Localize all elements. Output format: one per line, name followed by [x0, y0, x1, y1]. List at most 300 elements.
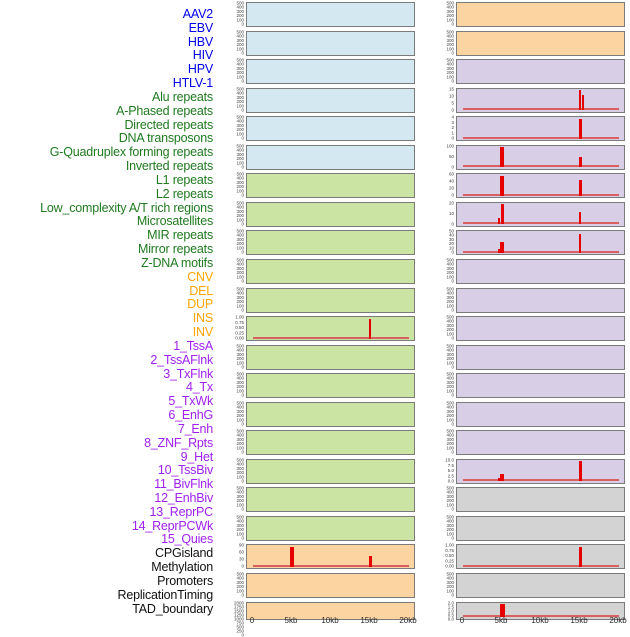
y-tick-label: 100 [446, 74, 454, 80]
y-tick-label: 200 [236, 355, 244, 361]
feature-label: Low_complexity A/T rich regions [40, 200, 213, 215]
y-tick-label: 200 [236, 298, 244, 304]
plot-panel-Alu repeats [246, 173, 415, 198]
y-tick-label: 100 [236, 102, 244, 108]
y-tick-label: 400 [236, 575, 244, 581]
y-tick-label: 400 [236, 204, 244, 210]
y-tick-label: 100 [236, 17, 244, 23]
plot-panel-Mirror repeats [246, 487, 415, 512]
y-tick-label: 60 [448, 171, 454, 177]
plot-panel-MIR repeats [246, 459, 415, 484]
y-tick-label: 300 [236, 294, 244, 300]
y-axis-tick-labels [204, 572, 244, 597]
y-tick-label: 400 [446, 61, 454, 67]
y-axis-tick-labels [414, 172, 454, 197]
y-axis-tick-labels [204, 229, 244, 254]
y-tick-label: 200 [446, 327, 454, 333]
y-tick-label: 200 [446, 384, 454, 390]
y-tick-label: 200 [446, 355, 454, 361]
y-tick-label: 400 [236, 118, 244, 124]
y-tick-label: 300 [236, 265, 244, 271]
y-tick-label: 300 [446, 37, 454, 43]
y-tick-label: 100 [446, 388, 454, 394]
y-tick-label: 0 [451, 221, 454, 227]
y-tick-label: 300 [446, 294, 454, 300]
y-tick-label: 200 [236, 584, 244, 590]
feature-label: HPV [187, 62, 213, 77]
y-tick-label: 500 [236, 428, 244, 434]
plot-panel-9_Het [456, 288, 625, 313]
y-tick-label: 300 [236, 494, 244, 500]
y-tick-label: 0 [241, 592, 244, 598]
plot-panel-14_ReprPCWk [456, 430, 625, 455]
y-tick-label: 0 [451, 392, 454, 398]
plot-panel-EBV [246, 31, 415, 56]
signal-spike [579, 119, 582, 139]
x-tick-label: 5kb [284, 616, 298, 625]
plot-panel-CPGisland [456, 487, 625, 512]
feature-label: DNA transposons [118, 131, 213, 146]
feature-label: 9_Het [180, 449, 213, 464]
y-tick-label: 500 [446, 371, 454, 377]
y-tick-label: 1750 [233, 604, 244, 610]
y-tick-label: 200 [446, 298, 454, 304]
y-tick-label: 300 [236, 94, 244, 100]
feature-label: Promoters [157, 573, 213, 588]
y-tick-label: 100 [446, 274, 454, 280]
y-axis-tick-labels [414, 287, 454, 312]
y-tick-label: 50 [448, 153, 454, 159]
plot-panel-Low_complexity A/T rich regions [246, 402, 415, 427]
y-axis-tick-labels [204, 543, 244, 568]
y-tick-label: 500 [446, 257, 454, 263]
feature-label: 1_TssA [173, 338, 213, 353]
y-tick-label: 2000 [233, 600, 244, 606]
y-tick-label: 0 [241, 50, 244, 56]
plot-panel-DNA transposons [246, 259, 415, 284]
signal-spike [579, 461, 582, 481]
y-tick-label: 500 [236, 624, 244, 630]
y-axis-tick-labels [204, 1, 244, 26]
y-tick-label: 300 [236, 579, 244, 585]
y-tick-label: 500 [236, 228, 244, 234]
y-tick-label: 300 [236, 37, 244, 43]
plot-panel-6_EnhG [456, 202, 625, 227]
y-tick-label: 200 [446, 13, 454, 19]
y-tick-label: 0.00 [445, 563, 454, 569]
signal-spike [369, 319, 372, 339]
y-axis-tick-labels [414, 344, 454, 369]
y-tick-label: 200 [236, 98, 244, 104]
y-tick-label: 500 [236, 0, 244, 6]
signal-spike [500, 242, 504, 253]
y-tick-label: 0 [451, 306, 454, 312]
y-tick-label: 500 [446, 514, 454, 520]
y-tick-label: 400 [236, 33, 244, 39]
y-tick-label: 0 [451, 107, 454, 113]
plot-panel-2_TssAFlnk [456, 88, 625, 113]
y-axis-tick-labels [204, 30, 244, 55]
y-tick-label: 100 [236, 302, 244, 308]
y-tick-label: 500 [446, 57, 454, 63]
y-tick-label: 500 [236, 86, 244, 92]
y-tick-label: 400 [236, 4, 244, 10]
y-tick-label: 400 [236, 404, 244, 410]
y-tick-label: 100 [236, 245, 244, 251]
signal-baseline [463, 108, 619, 110]
y-tick-label: 400 [236, 147, 244, 153]
x-tick-label: 5kb [494, 616, 508, 625]
plot-panel-3_TxFlnk [456, 116, 625, 141]
y-tick-label: 90 [238, 542, 244, 548]
feature-label: Alu repeats [151, 89, 213, 104]
y-tick-label: 100 [446, 502, 454, 508]
y-tick-label: 1000 [233, 616, 244, 622]
feature-label: AAV2 [182, 7, 213, 21]
y-tick-label: 10.0 [445, 457, 454, 463]
y-tick-label: 0 [241, 249, 244, 255]
y-axis-tick-labels [414, 486, 454, 511]
feature-label: 13_ReprPC [149, 504, 213, 519]
y-axis-tick-labels [204, 458, 244, 483]
feature-label: 2_TssAFlnk [150, 352, 213, 367]
x-axis-left [246, 616, 415, 630]
y-tick-label: 200 [236, 127, 244, 133]
plot-panel-HBV [246, 59, 415, 84]
y-axis-tick-labels [414, 30, 454, 55]
y-tick-label: 300 [446, 322, 454, 328]
y-tick-label: 200 [236, 469, 244, 475]
signal-spike [290, 547, 294, 567]
y-tick-label: 100 [236, 74, 244, 80]
plot-panel-11_BivFlnk [456, 345, 625, 370]
y-tick-label: 0 [241, 192, 244, 198]
feature-label: INV [192, 325, 213, 340]
y-tick-label: 100 [446, 416, 454, 422]
y-tick-label: 200 [236, 70, 244, 76]
y-tick-label: 0 [451, 164, 454, 170]
y-axis-tick-labels [414, 429, 454, 454]
y-tick-label: 200 [446, 270, 454, 276]
y-axis-tick-labels [414, 144, 454, 169]
y-tick-label: 200 [236, 41, 244, 47]
y-tick-label: 400 [236, 290, 244, 296]
y-tick-label: 500 [236, 257, 244, 263]
signal-baseline [463, 565, 619, 567]
signal-baseline [463, 137, 619, 139]
y-axis-tick-labels [204, 172, 244, 197]
plot-panel-7_Enh [456, 230, 625, 255]
x-tick-label: 10kb [321, 616, 339, 625]
plot-panel-L1 repeats [246, 345, 415, 370]
y-axis-tick-labels [204, 486, 244, 511]
y-axis-tick-labels [414, 315, 454, 340]
y-tick-label: 40 [448, 178, 454, 184]
y-tick-label: 300 [446, 380, 454, 386]
plot-panel-G-Quadruplex forming repeats [246, 288, 415, 313]
y-tick-label: 0 [451, 249, 454, 255]
y-tick-label: 100 [236, 131, 244, 137]
y-tick-label: 0.5 [447, 612, 454, 618]
plot-grid-left [246, 0, 415, 630]
y-tick-label: 15 [448, 86, 454, 92]
plot-panel-13_ReprPC [456, 402, 625, 427]
y-axis-tick-labels [204, 315, 244, 340]
y-tick-label: 0 [241, 78, 244, 84]
y-axis-tick-labels [204, 429, 244, 454]
y-tick-label: 400 [446, 290, 454, 296]
y-axis-ticks-column-right [414, 0, 454, 630]
y-tick-label: 300 [446, 437, 454, 443]
y-tick-label: 30 [448, 237, 454, 243]
x-tick-label: 0 [459, 616, 465, 625]
y-tick-label: 0.0 [447, 616, 454, 622]
y-tick-label: 0 [241, 449, 244, 455]
plot-panel-Inverted repeats [246, 316, 415, 341]
plot-grid-right [456, 0, 625, 630]
plot-panel-5_TxWk [456, 173, 625, 198]
y-tick-label: 300 [236, 437, 244, 443]
y-tick-label: 60 [238, 549, 244, 555]
y-tick-label: 0 [451, 78, 454, 84]
y-tick-label: 400 [446, 432, 454, 438]
plot-panel-Promoters [456, 544, 625, 569]
plot-panel-Z-DNA motifs [246, 516, 415, 541]
feature-label: Z-DNA motifs [141, 255, 213, 270]
x-tick-label: 0 [249, 616, 255, 625]
y-tick-label: 100 [236, 274, 244, 280]
feature-label: EBV [188, 20, 213, 35]
x-axis-right [456, 616, 625, 630]
y-tick-label: 200 [446, 70, 454, 76]
y-tick-label: 500 [446, 29, 454, 35]
feature-label: 10_TssBiv [157, 463, 213, 478]
y-tick-label: 400 [236, 261, 244, 267]
y-tick-label: 300 [446, 65, 454, 71]
y-tick-label: 200 [236, 212, 244, 218]
y-tick-label: 20 [448, 241, 454, 247]
y-tick-label: 400 [446, 575, 454, 581]
signal-spike [501, 204, 504, 224]
y-tick-label: 2 [451, 125, 454, 131]
y-tick-label: 0 [451, 449, 454, 455]
y-tick-label: 300 [446, 351, 454, 357]
feature-label: Mirror repeats [138, 242, 213, 257]
y-tick-label: 0.75 [235, 319, 244, 325]
y-tick-label: 2.5 [447, 473, 454, 479]
y-tick-label: 0 [241, 506, 244, 512]
y-tick-label: 4 [451, 114, 454, 120]
plot-panel-DEL [246, 573, 415, 598]
y-tick-label: 300 [236, 208, 244, 214]
y-tick-label: 10 [448, 210, 454, 216]
y-tick-label: 1.00 [445, 542, 454, 548]
signal-baseline [463, 251, 619, 253]
y-tick-label: 50 [448, 228, 454, 234]
feature-label: 3_TxFlnk [163, 366, 213, 381]
y-tick-label: 400 [446, 490, 454, 496]
y-axis-tick-labels [204, 144, 244, 169]
y-axis-tick-labels [204, 515, 244, 540]
y-tick-label: 500 [236, 371, 244, 377]
y-tick-label: 500 [236, 514, 244, 520]
y-tick-label: 500 [236, 400, 244, 406]
y-axis-tick-labels [414, 372, 454, 397]
y-tick-label: 100 [446, 331, 454, 337]
y-axis-tick-labels [204, 372, 244, 397]
feature-label: Directed repeats [124, 117, 213, 132]
y-tick-label: 1.5 [447, 604, 454, 610]
feature-label: G-Quadruplex forming repeats [49, 145, 213, 160]
y-tick-label: 0 [241, 392, 244, 398]
y-tick-label: 500 [236, 114, 244, 120]
y-tick-label: 100 [446, 45, 454, 51]
y-tick-label: 300 [236, 408, 244, 414]
y-tick-label: 200 [236, 155, 244, 161]
y-tick-label: 2.0 [447, 600, 454, 606]
y-tick-label: 0 [241, 478, 244, 484]
y-tick-label: 1.00 [235, 314, 244, 320]
y-tick-label: 0.25 [445, 558, 454, 564]
y-tick-label: 0 [241, 364, 244, 370]
y-tick-label: 0 [241, 306, 244, 312]
plot-panel-4_Tx [456, 145, 625, 170]
plot-panel-8_ZNF_Rpts [456, 259, 625, 284]
y-axis-tick-labels [414, 572, 454, 597]
y-tick-label: 300 [236, 123, 244, 129]
x-tick-label: 10kb [531, 616, 549, 625]
y-tick-label: 300 [446, 494, 454, 500]
signal-spike [500, 176, 505, 196]
y-tick-label: 200 [236, 412, 244, 418]
y-tick-label: 40 [448, 233, 454, 239]
x-tick-label: 15kb [360, 616, 378, 625]
signal-spike [579, 90, 582, 110]
feature-label: MIR repeats [147, 228, 213, 243]
signal-spike [579, 157, 582, 167]
y-tick-label: 200 [236, 384, 244, 390]
y-tick-label: 100 [236, 445, 244, 451]
y-tick-label: 0 [241, 221, 244, 227]
y-tick-label: 0 [241, 107, 244, 113]
signal-spike [500, 474, 504, 481]
y-axis-tick-labels [204, 258, 244, 283]
plot-panel-INS [456, 2, 625, 27]
y-tick-label: 300 [236, 522, 244, 528]
plot-panel-1_TssA [456, 59, 625, 84]
y-tick-label: 100 [446, 17, 454, 23]
y-tick-label: 200 [446, 584, 454, 590]
signal-spike [579, 180, 582, 196]
feature-label: 14_ReprPCWk [131, 518, 213, 533]
y-tick-label: 400 [236, 233, 244, 239]
y-tick-label: 500 [236, 29, 244, 35]
plot-panel-12_EnhBiv [456, 373, 625, 398]
y-tick-label: 300 [236, 8, 244, 14]
y-tick-label: 0 [241, 278, 244, 284]
y-tick-label: 0 [241, 164, 244, 170]
y-tick-label: 500 [236, 457, 244, 463]
feature-label: 8_ZNF_Rpts [144, 435, 213, 450]
y-tick-label: 200 [236, 526, 244, 532]
y-tick-label: 300 [236, 351, 244, 357]
y-axis-tick-labels [414, 87, 454, 112]
y-tick-label: 400 [236, 61, 244, 67]
y-tick-label: 400 [236, 347, 244, 353]
y-axis-tick-labels [414, 115, 454, 140]
plot-panel-ReplicationTiming [456, 573, 625, 598]
y-tick-label: 0 [451, 364, 454, 370]
signal-baseline [463, 194, 619, 196]
plot-panel-INV [456, 31, 625, 56]
feature-label: L1 repeats [155, 172, 213, 187]
y-tick-label: 100 [236, 217, 244, 223]
y-axis-tick-labels [414, 543, 454, 568]
y-tick-label: 500 [446, 286, 454, 291]
y-tick-label: 400 [236, 432, 244, 438]
y-tick-label: 0 [241, 135, 244, 141]
y-tick-label: 0 [241, 632, 244, 637]
feature-label: DEL [189, 283, 213, 298]
y-tick-label: 300 [446, 8, 454, 14]
plot-panel-HIV [246, 88, 415, 113]
y-tick-label: 0 [451, 278, 454, 284]
y-tick-label: 100 [446, 531, 454, 537]
y-tick-label: 300 [236, 151, 244, 157]
y-tick-label: 500 [446, 571, 454, 577]
feature-label: Microsatellites [136, 214, 213, 229]
feature-label: INS [192, 311, 213, 326]
feature-label: 6_EnhG [168, 408, 213, 423]
y-axis-tick-labels [414, 600, 454, 622]
y-tick-label: 400 [236, 90, 244, 96]
feature-label: HIV [192, 48, 213, 63]
y-tick-label: 100 [236, 45, 244, 51]
plot-panel-10_TssBiv [456, 316, 625, 341]
y-axis-tick-labels [204, 287, 244, 312]
y-axis-tick-labels [204, 344, 244, 369]
plot-panel-AAV2 [246, 2, 415, 27]
plot-panel-A-Phased repeats [246, 202, 415, 227]
feature-label: Inverted repeats [125, 159, 213, 174]
y-tick-label: 100 [236, 188, 244, 194]
signal-spike [582, 95, 584, 110]
signal-spike [500, 147, 505, 167]
y-tick-label: 200 [446, 41, 454, 47]
feature-label: 7_Enh [177, 421, 213, 436]
y-tick-label: 400 [446, 375, 454, 381]
signal-baseline [253, 565, 409, 567]
y-tick-label: 300 [446, 579, 454, 585]
signal-baseline [463, 222, 619, 224]
y-tick-label: 100 [446, 588, 454, 594]
y-tick-label: 0.0 [447, 478, 454, 484]
plot-panel-Directed repeats [246, 230, 415, 255]
y-tick-label: 100 [236, 474, 244, 480]
y-tick-label: 500 [236, 286, 244, 291]
y-tick-label: 200 [446, 412, 454, 418]
y-tick-label: 100 [446, 359, 454, 365]
y-tick-label: 100 [236, 531, 244, 537]
y-tick-label: 0.25 [235, 330, 244, 336]
y-tick-label: 300 [236, 465, 244, 471]
y-tick-label: 500 [446, 0, 454, 6]
y-tick-label: 100 [236, 160, 244, 166]
y-tick-label: 300 [446, 522, 454, 528]
y-tick-label: 5.0 [447, 467, 454, 473]
y-tick-label: 500 [236, 200, 244, 206]
y-tick-label: 400 [236, 175, 244, 181]
